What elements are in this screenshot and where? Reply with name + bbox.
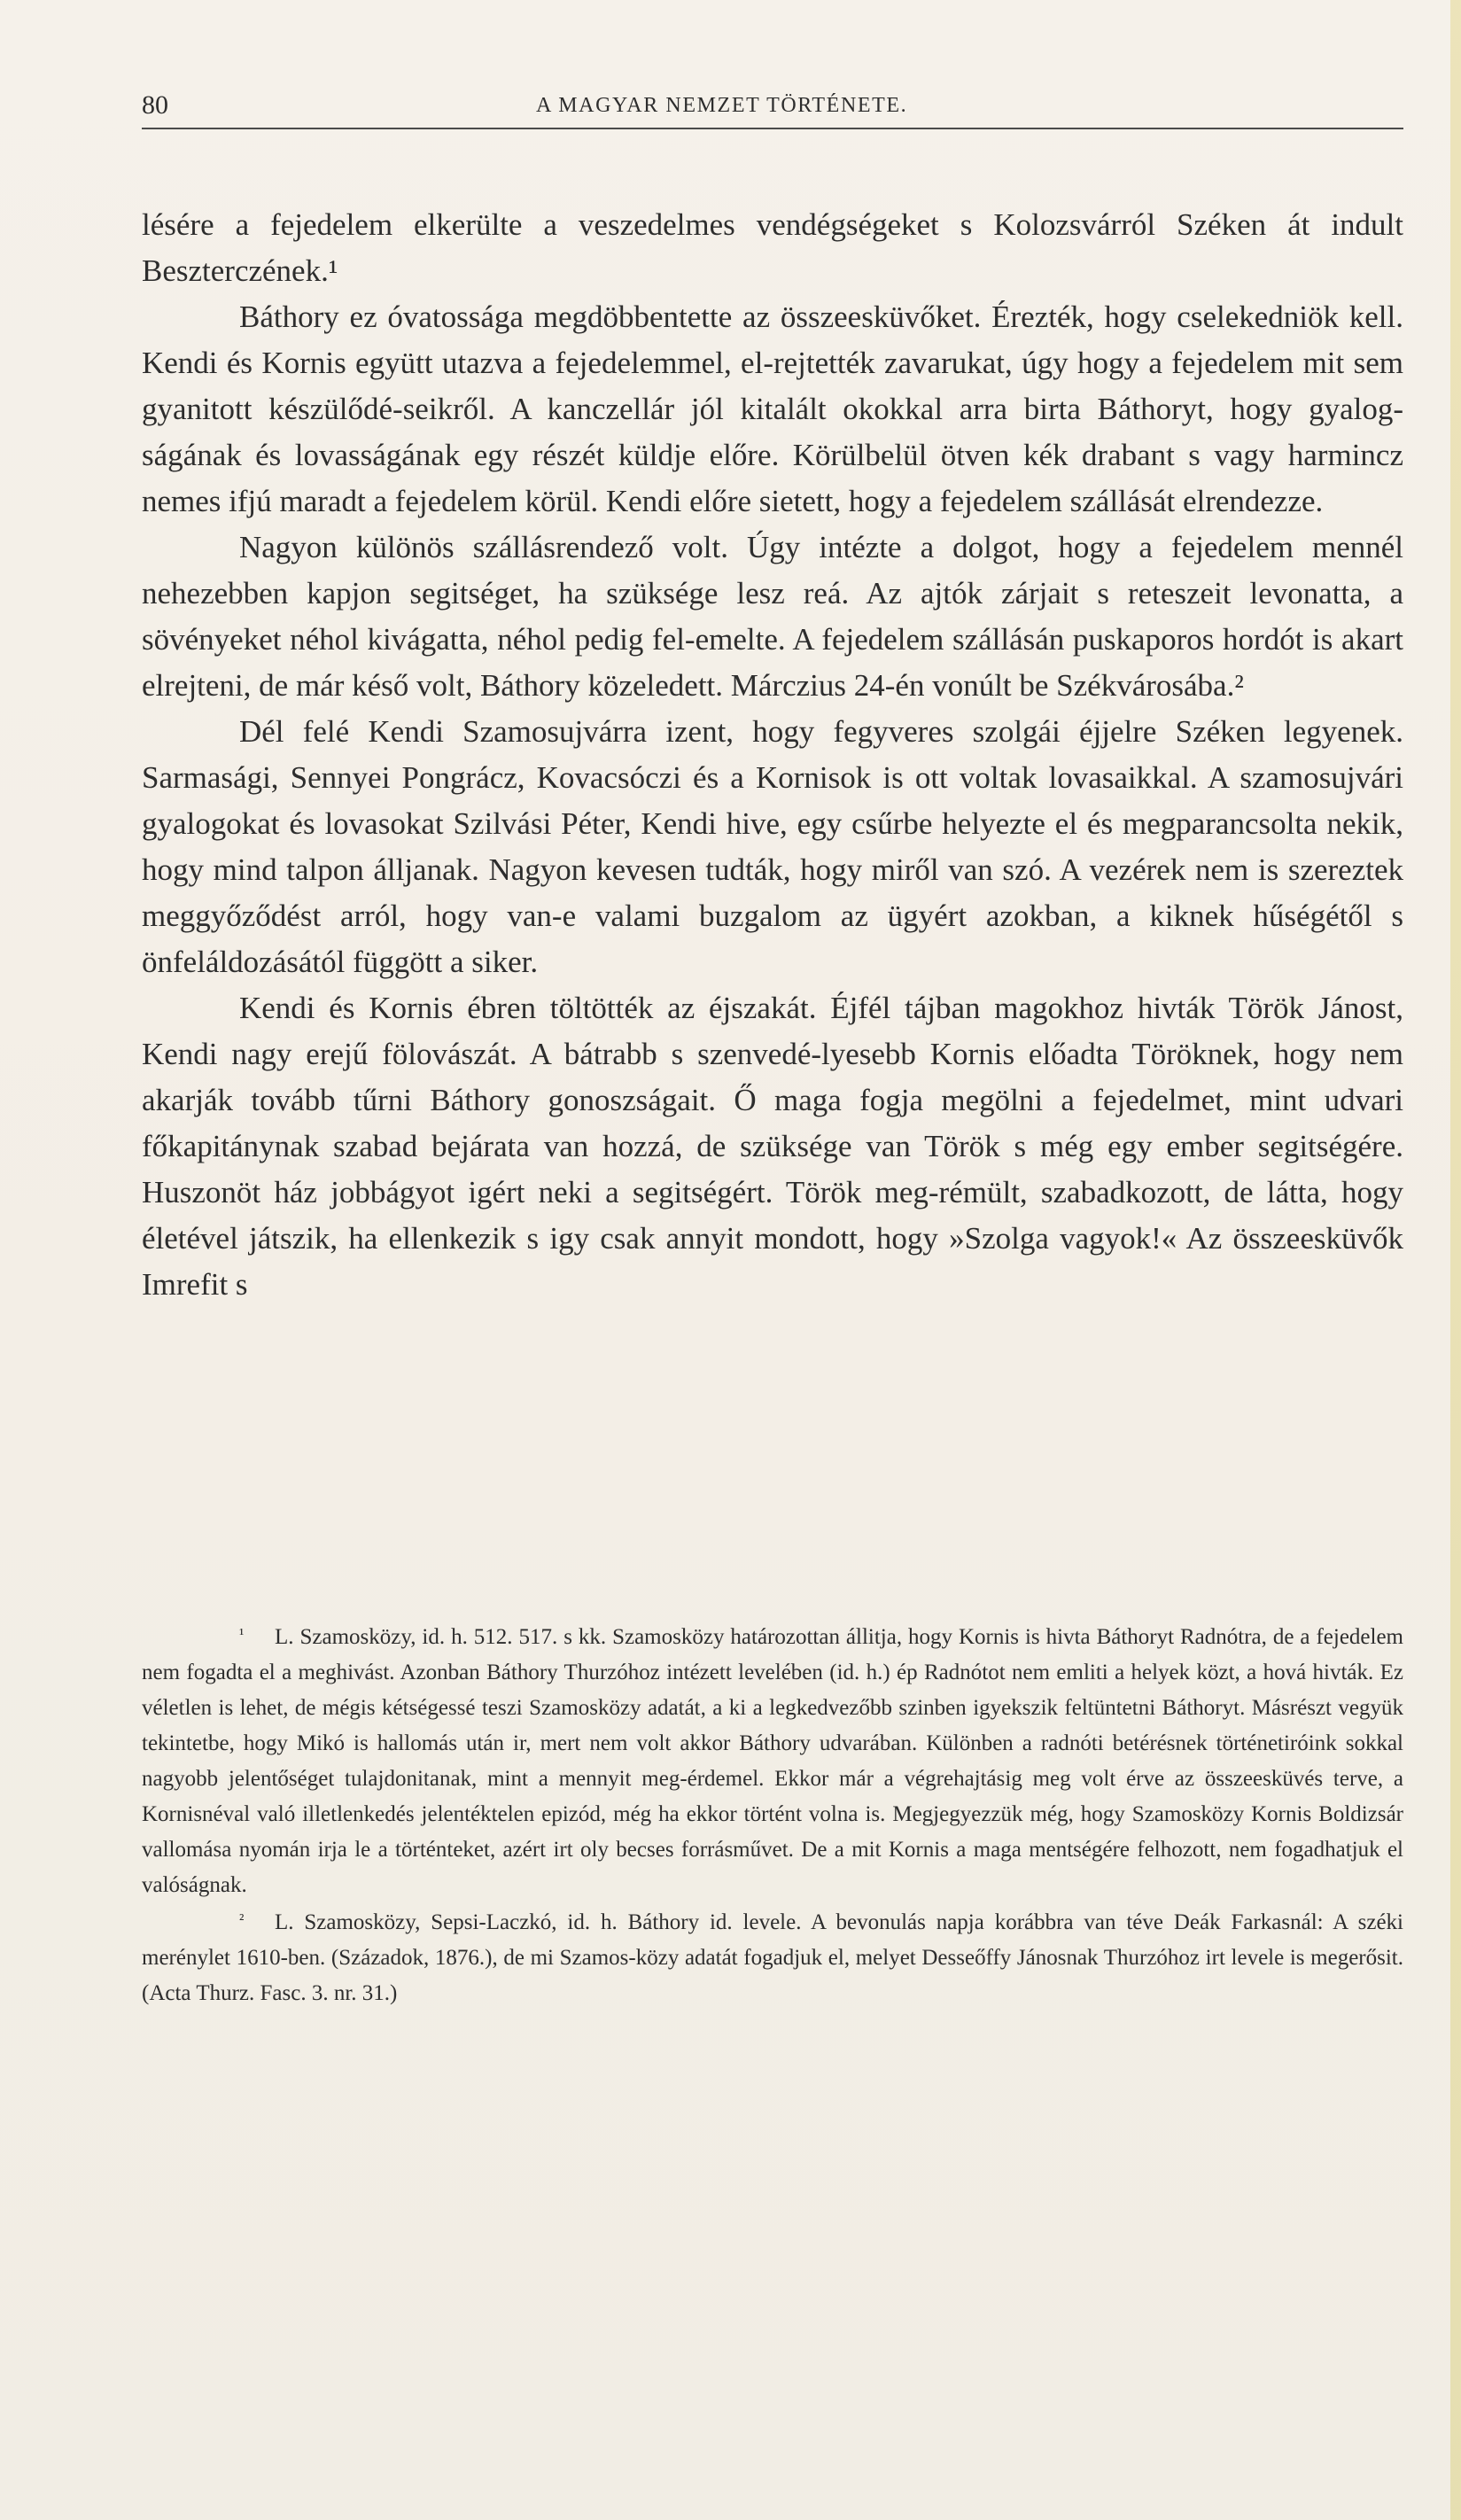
- footnotes: [142, 1620, 1403, 2011]
- header-rule: [142, 128, 1403, 129]
- footnote-marker: ²: [239, 1910, 245, 1928]
- body-paragraph: Nagyon különös szállásrendező volt. Úgy intézte a dolgot, hogy a fejedelem mennél nehezebben kapjon segitséget, ha szüksége lesz reá. Az ajtók zárjait s reteszeit levonatta, a sövényeket néhol kivágatta, néhol pedig fel-emelte. A fejedelem szállásán puskaporos hordót is akart elrejteni, de már késő volt, Báthory közeledett. Márczius 24-én vonúlt be Székvárosába.²: [142, 530, 1403, 703]
- body-paragraph: Kendi és Kornis ébren töltötték az éjszakát. Éjfél tájban magokhoz hivták Török Jánost, Kendi nagy erejű fölovászát. A bátrabb s szenvedé-lyesebb Kornis előadta Töröknek, hogy nem akarják tovább tűrni Báthory gonoszságait. Ő maga fogja megölni a fejedelmet, mint udvari főkapitánynak szabad bejárata van hozzá, de szüksége van Török s még egy ember segitségére. Huszonöt ház jobbágyot igért neki a segitségért. Török meg-rémült, szabadkozott, de látta, hogy életével játszik, ha ellenkezik s igy csak annyit mondott, hogy »Szolga vagyok!« Az összeesküvők Imrefit s: [142, 991, 1403, 1302]
- footnote: [142, 1620, 1403, 1903]
- footnote: [142, 1905, 1403, 2011]
- body-paragraph: lésére a fejedelem elkerülte a veszedelmes vendégségeket s Kolozsvárról Széken át indult Beszterczének.¹: [142, 207, 1403, 288]
- footnote-text: L. Szamosközy, Sepsi-Laczkó, id. h. Báthory id. levele. A bevonulás napja korábbra van téve Deák Farkasnál: A széki merénylet 1610-ben. (Századok, 1876.), de mi Szamos-közy adatát fogadjuk el, melyet Desseőffy Jánosnak Thurzóhoz irt levele is megerősit. (Acta Thurz. Fasc. 3. nr. 31.): [142, 1910, 1403, 2005]
- page-edge-shadow: [1450, 0, 1461, 2520]
- body-paragraph: Báthory ez óvatossága megdöbbentette az összeesküvőket. Érezték, hogy cselekedniök kell. Kendi és Kornis együtt utazva a fejedelemmel, el-rejtették zavarukat, úgy hogy a fejedelem mit sem gyanitott készülődé-seikről. A kanczellár jól kitalált okokkal arra birta Báthoryt, hogy gyalog-ságának és lovasságának egy részét küldje előre. Körülbelül ötven kék drabant s vagy harmincz nemes ifjú maradt a fejedelem körül. Kendi előre sietett, hogy a fejedelem szállását elrendezze.: [142, 299, 1403, 518]
- main-text: [142, 202, 1403, 1308]
- running-title: A MAGYAR NEMZET TÖRTÉNETE.: [536, 94, 908, 117]
- footnote-text: L. Szamosközy, id. h. 512. 517. s kk. Szamosközy határozottan állitja, hogy Kornis is hivta Báthoryt Radnótra, de a fejedelem nem fogadta el a meghivást. Azonban Báthory Thurzóhoz intézett levelében (id. h.) ép Radnótot nem emliti a helyek közt, a hová hivták. Ez véletlen is lehet, de mégis kétségessé teszi Szamosközy adatát, a ki a legkedvezőbb szinben igyekszik feltüntetni Báthoryt. Másrészt vegyük tekintetbe, hogy Mikó is hallomás után ir, mert nem volt akkor Báthory udvarában. Különben a radnóti betérésnek történetiróink sokkal nagyobb jelentőséget tulajdonitanak, mint a mennyit meg-érdemel. Ekkor már a végrehajtásig meg volt érve az összeesküvés terve, a Kornisnéval való illetlenkedés jelentéktelen epizód, még ha ekkor történt volna is. Megjegyezzük még, hogy Szamosközy Kornis Boldizsár vallomása nyomán irja le a történteket, azért irt oly becses forrásművet. De a mit Kornis a maga mentségére felhozott, nem fogadhatjuk el valóságnak.: [142, 1625, 1403, 1897]
- footnote-marker: ¹: [239, 1625, 245, 1643]
- page-header: [142, 92, 1403, 129]
- page-number: 80: [142, 90, 168, 120]
- body-paragraph: Dél felé Kendi Szamosujvárra izent, hogy fegyveres szolgái éjjelre Széken legyenek. Sarmasági, Sennyei Pongrácz, Kovacsóczi és a Kornisok is ott voltak lovasaikkal. A szamosujvári gyalogokat és lovasokat Szilvási Péter, Kendi hive, egy csűrbe helyezte el és megparancsolta nekik, hogy mind talpon álljanak. Nagyon kevesen tudták, hogy miről van szó. A vezérek nem is szereztek meggyőződést arról, hogy van-e valami buzgalom az ügyért azokban, a kiknek hűségétől s önfeláldozásától függött a siker.: [142, 714, 1403, 979]
